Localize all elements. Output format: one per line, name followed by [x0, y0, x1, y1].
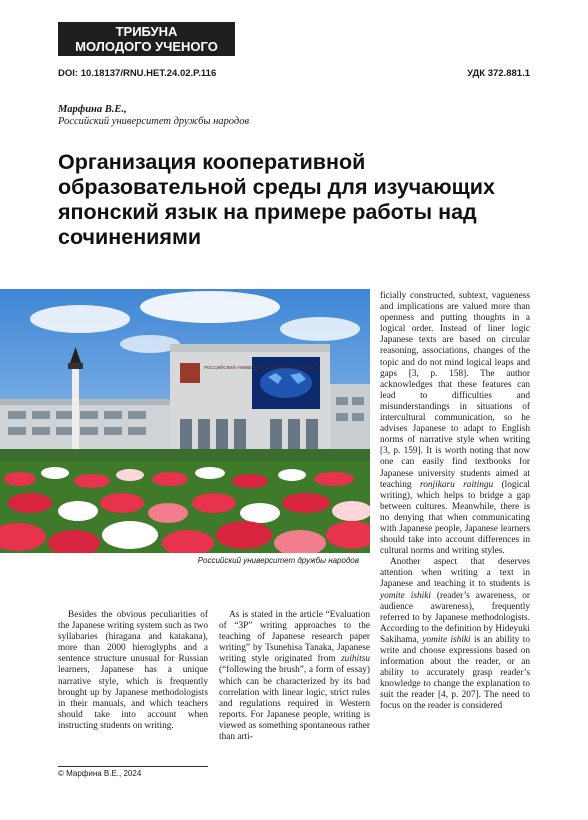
banner-line-1: ТРИБУНА [115, 24, 178, 39]
footer-divider [58, 766, 208, 767]
term-zuihitsu: zuihitsu [341, 654, 370, 665]
doi-label: DOI: 10.18137/RNU.HET.24.02.P.116 [58, 68, 217, 79]
udk-label: УДК 372.881.1 [467, 68, 530, 79]
term-yomite-ishiki: yomite ishiki [380, 590, 431, 601]
paragraph: Besides the obvious peculiarities of the Japanese writing system such as two syllabaries (hiragana and katakana), more than 2000 hieroglyphs and a sentence structure unusual for Russian learners, Japanese has a unique narrative style, which is frequently brought up by Japanese methodologists in their manuals, and which teachers should take into account when instructing students on writing. [58, 610, 208, 731]
text-column-3 [380, 291, 530, 713]
banner-line-2: МОЛОДОГО УЧЕНОГО [75, 39, 218, 54]
university-photo [0, 289, 370, 553]
author-affiliation: Российский университет дружбы народов [58, 116, 250, 127]
paragraph: ficially constructed, subtext, vagueness and implications are valued more than openness and putting thoughts in a logical order. Instead of liner logic Japanese texts are based on circular reasoning, associations, changes of the topic and do not mind logical leaps and gaps [3, p. 158]. The author acknowledges that these features can lead to difficulties and misunderstandings in situations of intercultural communication, so he advises Japanese to adapt to English norms of narrative style when writing [3, p. 159]. It is worth noting that now one can easily find textbooks for Japanese university students aimed at teaching ronjikaru raitingu (logical writing), which helps to bridge a gap between cultures. Meanwhile, there is no denying that when communicating with Japanese people, Japanese learners should take into account differences in cultural norms and writing styles. [380, 291, 530, 557]
photo-illustration [0, 289, 370, 553]
term-ronjikaru-raitingu: ronjikaru raitingu [419, 479, 494, 490]
term-yomite-ishiki: yomite ishiki [422, 634, 471, 645]
building-sign: РОССИЙСКИЙ УНИВЕРСИТЕТ ДРУЖБЫ НАРОДОВ [204, 365, 315, 370]
text-column-1 [58, 610, 208, 732]
article-title: Организация кооперативной образовательной среды для изучающих японский язык на примере работы над сочинениями [58, 150, 495, 249]
journal-section-banner [58, 22, 235, 56]
paragraph: Another aspect that deserves attention when writing a text in Japanese and teaching it to students is yomite ishiki (reader’s awareness, or audience awareness), frequently referred to by Japanese methodologists. According to the definition by Hideyuki Sakihama, yomite ishiki is an ability to write and choose expressions based on information about the reader, or an ability to accurately grasp reader’s knowledge to change the explanation to suit the reader [4, p. 207]. The need to focus on the reader is considered [380, 557, 531, 712]
author-block [58, 104, 249, 128]
photo-caption: Российский университет дружбы народов [197, 556, 359, 565]
text-column-2 [219, 610, 370, 743]
author-name: Марфина В.Е., [58, 104, 127, 115]
paragraph: As is stated in the article “Evaluation of “3P” writing approaches to the teaching of Japanese research paper writing” by Tsunehisa Tanaka, Japanese writing style originated from zuihitsu (“following the brush”, a form of essay) which can be characterized by its bad correlation with linear logic, strict rules and regulations required in Western reports. For Japanese people, writing is viewed as something spontaneous rather than arti- [219, 610, 370, 743]
copyright-footer: © Марфина В.Е., 2024 [58, 769, 142, 778]
meta-row [58, 68, 530, 82]
